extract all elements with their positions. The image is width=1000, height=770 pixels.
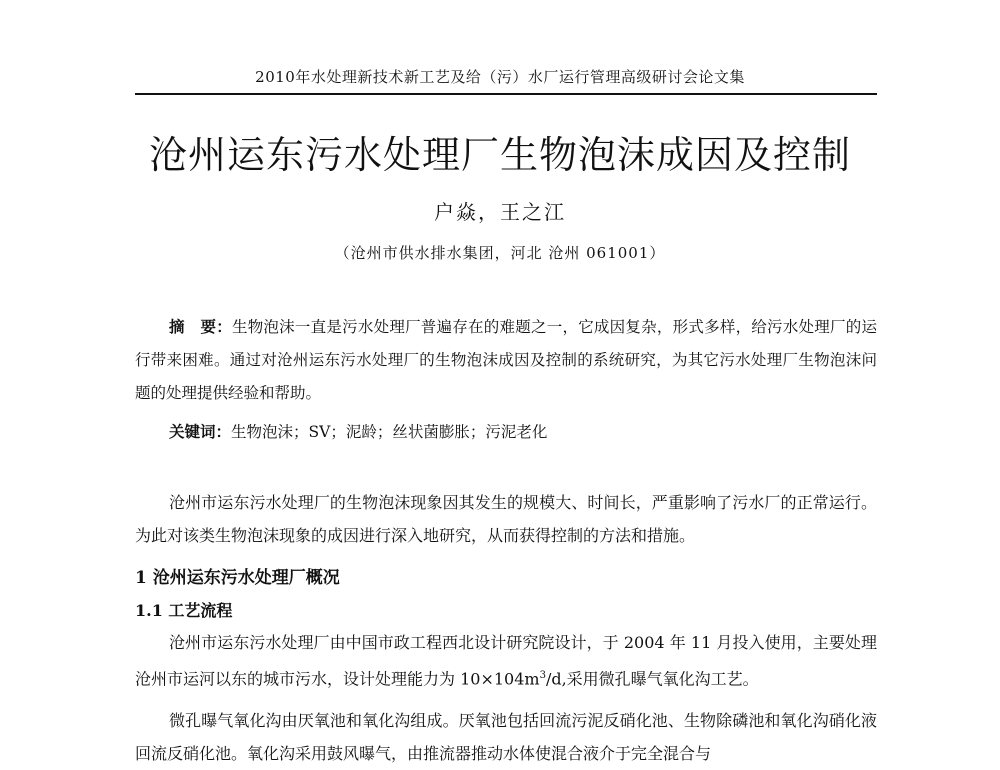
running-header: 2010年水处理新技术新工艺及给（污）水厂运行管理高级研讨会论文集 (255, 68, 745, 86)
abstract (135, 310, 877, 410)
process-text-before-unit: 沧州市运东污水处理厂由中国市政工程西北设计研究院设计，于 2004 年 11 月投入使用，主要处理沧州市运河以东的城市污水，设计处理能力为 10×104m (135, 633, 877, 689)
process-paragraph (135, 626, 877, 695)
section-heading: 1 沧州运东污水处理厂概况 (135, 568, 340, 588)
header-rule (135, 93, 877, 95)
keywords (169, 420, 877, 444)
intro-paragraph: 沧州市运东污水处理厂的生物泡沫现象因其发生的规模大、时间长，严重影响了污水厂的正常运行。为此对该类生物泡沫现象的成因进行深入地研究，从而获得控制的方法和措施。 (135, 493, 877, 545)
authors: 户焱，王之江 (434, 200, 566, 224)
oxidation-ditch-paragraph: 微孔曝气氧化沟由厌氧池和氧化沟组成。厌氧池包括回流污泥反硝化池、生物除磷池和氧化沟硝化液回流反硝化池。氧化沟采用鼓风曝气，由推流器推动水体使混合液介于完全混合与 (135, 711, 877, 763)
keywords-text: 生物泡沫；SV；泥龄；丝状菌膨胀；污泥老化 (231, 423, 548, 441)
process-unit-superscript: 3 (539, 670, 546, 681)
affiliation: （沧州市供水排水集团，河北 沧州 061001） (334, 244, 666, 262)
abstract-label: 摘 要： (169, 317, 232, 336)
process-text-after-unit: /d,采用微孔曝气氧化沟工艺。 (545, 669, 759, 689)
keywords-label: 关键词： (169, 422, 232, 441)
subsection-heading: 1.1 工艺流程 (135, 601, 233, 620)
paper-title: 沧州运东污水处理厂生物泡沫成因及控制 (148, 133, 851, 177)
abstract-text: 生物泡沫一直是污水处理厂普遍存在的难题之一，它成因复杂，形式多样，给污水处理厂的运行带来困难。通过对沧州运东污水处理厂的生物泡沫成因及控制的系统研究，为其它污水处理厂生物泡沫问题的处理提供经验和帮助。 (135, 318, 877, 402)
